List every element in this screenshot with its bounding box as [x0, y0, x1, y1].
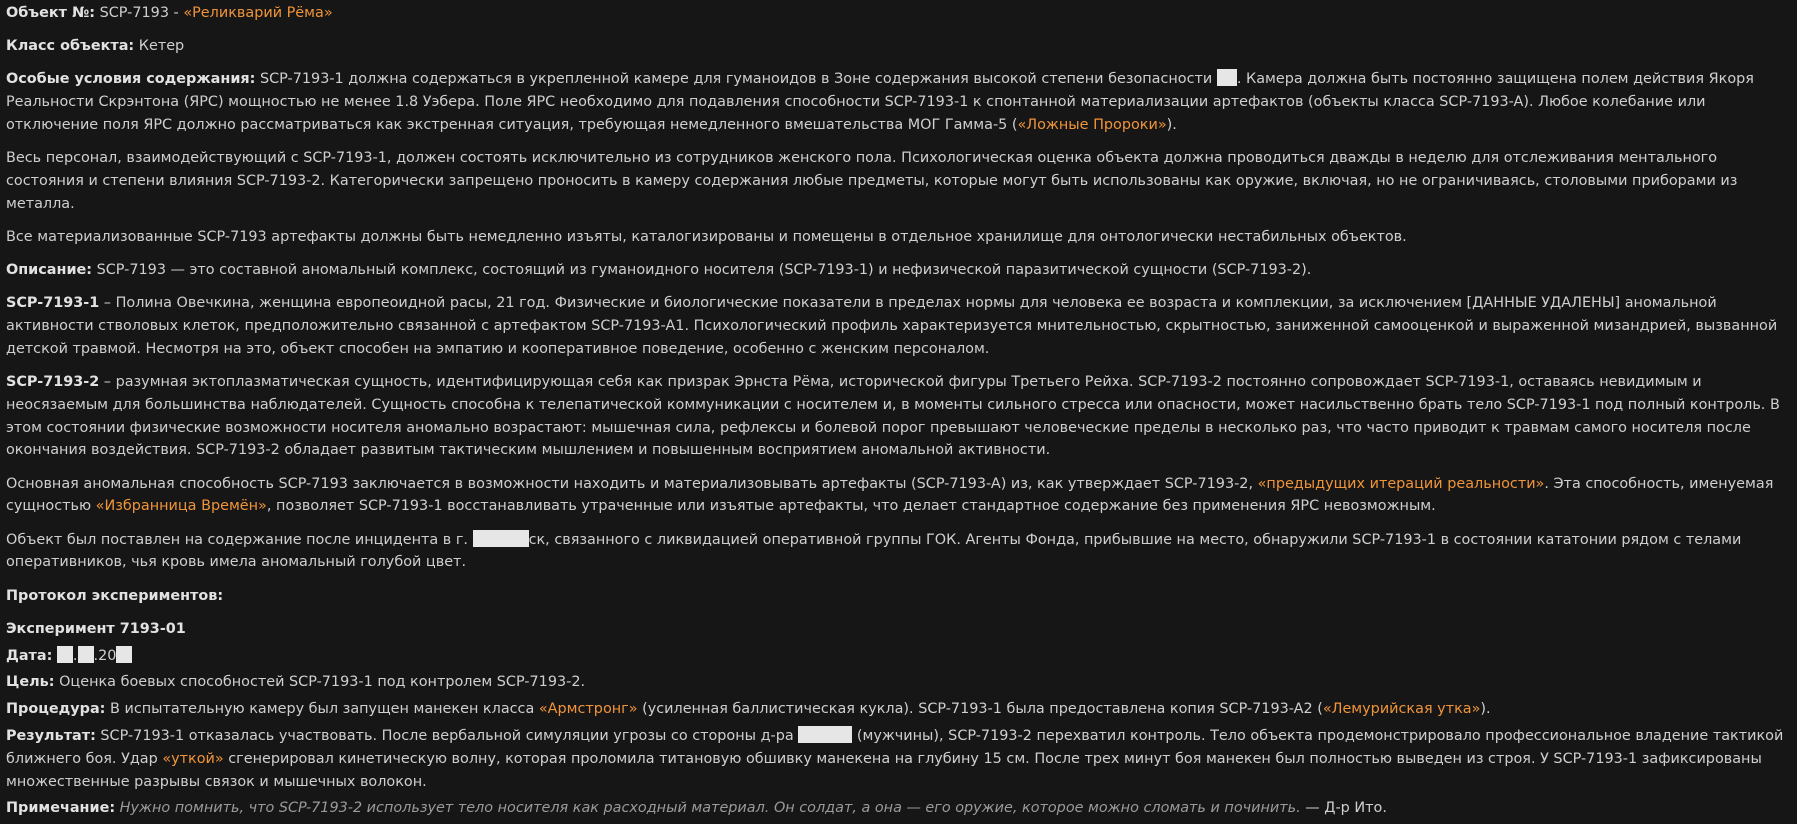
description-paragraph	[6, 259, 1791, 282]
redaction-block	[473, 530, 529, 547]
scp-7193-1-paragraph	[6, 292, 1791, 360]
date-separator: .	[72, 647, 78, 664]
description-label: Описание:	[6, 262, 93, 279]
scp-7193-2-text: – разумная эктоплазматическая сущность, идентифицирующая себя как призрак Эрнста Рёма, исторической фигуры Третьего Рейха. SCP-7193-2 постоянно сопровождает SCP-7193-1, оставаясь невидимым и неосязаемым для большинства наблюдателей. Сущность способна к телепатической коммуникации с носителем и, в моменты сильного стресса или опасности, может насильственно брать тело SCP-7193-1 под полный контроль. В этом состоянии физические возможности носителя аномально возрастают: мышечная сила, рефлексы и болевой порог превышают человеческие пределы в несколько раз, что часто приводит к травмам самого носителя после окончания воздействия. SCP-7193-2 обладает развитым тактическим мышлением и повышенным восприятием аномальной активности.	[6, 374, 1780, 459]
note-label: Примечание:	[6, 800, 116, 817]
containment-text-b: . Камера должна быть постоянно защищена полем действия Якоря Реальности Скрэнтона (ЯРС) мощностью не менее 1.8 Уэбера. Поле ЯРС необходимо для подавления способности SCP-7193-1 к спонтанной материализации артефактов (объекты класса SCP-7193-A). Любое колебание или отключение поля ЯРС должно рассматриваться как экстренная ситуация, требующая немедленного вмешательства МОГ Гамма-5 (	[6, 71, 1754, 133]
result-text-a: SCP-7193-1 отказалась участвовать. После вербальной симуляции угрозы со стороны д-ра	[100, 728, 794, 745]
result-text-b: (мужчины), SCP-7193-2 перехватил контроль. Тело объекта продемонстрировало профессиональное владение тактикой ближнего боя. Удар	[6, 728, 1784, 767]
ability-paragraph	[6, 473, 1791, 519]
goal-label: Цель:	[6, 674, 55, 691]
experiment-result-paragraph	[6, 725, 1791, 793]
armstrong-link[interactable]: «Армстронг»	[538, 701, 638, 718]
object-class-label: Класс объекта:	[6, 38, 135, 55]
chosen-of-time-link[interactable]: «Избранница Времён»	[95, 498, 267, 515]
experiment-goal-line	[6, 671, 1791, 694]
object-number-line	[6, 2, 1791, 25]
experiment-note-line	[6, 797, 1791, 820]
result-text-c: сгенерировал кинетическую волну, которая проломила титановую обшивку манекена на глубину 15 см. После трех минут боя манекен был полностью выведен из строя. У SCP-7193-1 зафиксированы множественные разрывы связок и мышечных волокон.	[6, 750, 1762, 790]
procedure-text-b: (усиленная баллистическая кукла). SCP-7193-1 была предоставлена копия SCP-7193-A2 (	[637, 701, 1323, 718]
object-class-value: Кетер	[138, 38, 185, 55]
incident-text-b: ск, связанного с ликвидацией оперативной группы ГОК. Агенты Фонда, прибывшие на место, обнаружили SCP-7193-1 в состоянии кататонии рядом с телами оперативников, чья кровь имела аномальный голубой цвет.	[6, 531, 1742, 571]
duck-link[interactable]: «уткой»	[162, 750, 224, 767]
mtf-link[interactable]: «Ложные Пророки»	[1017, 116, 1167, 133]
experiment-title-text: Эксперимент 7193-01	[6, 620, 186, 637]
ability-text-b: . Эта способность, именуемая сущностью	[6, 475, 1774, 515]
note-text: Нужно помнить, что SCP-7193-2 использует тело носителя как расходный материал. Он солдат, а она — его оружие, которое можно сломать и починить.	[119, 800, 1301, 817]
scp-7193-1-text: – Полина Овечкина, женщина европеоидной расы, 21 год. Физические и биологические показатели в пределах нормы для человека ее возраста и комплекции, за исключением [ДАННЫЕ УДАЛЕНЫ] аномальной активности стволовых клеток, предположительно связанной с артефактом SCP-7193-A1. Психологический профиль характеризуется мнительностью, скрытностью, заниженной самооценкой и выраженной мизандрией, вызванной детской травмой. Несмотря на это, объект способен на эмпатию и кооперативное поведение, особенно с женским персоналом.	[6, 295, 1778, 357]
scp-7193-2-paragraph	[6, 371, 1791, 462]
result-label: Результат:	[6, 728, 96, 745]
object-number-value: SCP-7193 -	[99, 5, 184, 21]
previous-iterations-link[interactable]: «предыдущих итераций реальности»	[1257, 475, 1545, 492]
redaction-block	[57, 646, 73, 663]
lemurian-duck-link[interactable]: «Лемурийская утка»	[1322, 701, 1481, 718]
redaction-block	[116, 646, 132, 663]
containment-label: Особые условия содержания:	[6, 71, 256, 88]
experiment-date-line	[6, 645, 1791, 668]
date-year-prefix: .20	[93, 647, 117, 664]
containment-paragraph-3: Все материализованные SCP-7193 артефакты должны быть немедленно изъяты, каталогизированы и помещены в отдельное хранилище для онтологически нестабильных объектов.	[6, 228, 1407, 245]
containment-text-c: ).	[1166, 116, 1177, 133]
redaction-block	[78, 646, 94, 663]
protocol-label: Протокол экспериментов:	[6, 587, 224, 604]
experiment-procedure-line	[6, 698, 1791, 721]
procedure-label: Процедура:	[6, 701, 106, 718]
goal-text: Оценка боевых способностей SCP-7193-1 под контролем SCP-7193-2.	[59, 674, 586, 691]
scp-7193-1-label: SCP-7193-1	[6, 295, 100, 312]
containment-paragraph-2: Весь персонал, взаимодействующий с SCP-7193-1, должен состоять исключительно из сотрудников женского пола. Психологическая оценка объекта должна проводиться дважды в неделю для отслеживания ментального состояния и степени влияния SCP-7193-2. Категорически запрещено проносить в камеру содержания любые предметы, которые могут быть использованы как оружие, включая, но не ограничиваясь, столовыми приборами из металла.	[6, 150, 1738, 212]
ability-text-a: Основная аномальная способность SCP-7193 заключается в возможности находить и материализовывать артефакты (SCP-7193-A) из, как утверждает SCP-7193-2,	[6, 475, 1258, 492]
date-label: Дата:	[6, 647, 53, 664]
ability-text-c: , позволяет SCP-7193-1 восстанавливать утраченные или изъятые артефакты, что делает стандартное содержание без применения ЯРС невозможным.	[266, 498, 1436, 515]
incident-paragraph	[6, 529, 1791, 575]
object-name-link[interactable]: «Реликварий Рёма»	[183, 5, 333, 21]
scp-7193-2-label: SCP-7193-2	[6, 374, 100, 391]
note-author: — Д-р Ито.	[1305, 800, 1387, 817]
experiment-title	[6, 618, 1791, 641]
scp-document	[6, 2, 1791, 824]
procedure-text-c: ).	[1480, 701, 1491, 718]
redaction-block	[798, 726, 852, 743]
incident-text-a: Объект был поставлен на содержание после инцидента в г.	[6, 531, 473, 548]
procedure-text-a: В испытательную камеру был запущен манекен класса	[110, 701, 539, 718]
containment-paragraph-1	[6, 68, 1791, 136]
containment-text-a: SCP-7193-1 должна содержаться в укрепленной камере для гуманоидов в Зоне содержания высокой степени безопасности	[260, 71, 1213, 88]
redaction-block	[1217, 69, 1237, 86]
description-text: SCP-7193 — это составной аномальный комплекс, состоящий из гуманоидного носителя (SCP-7193-1) и нефизической паразитической сущности (SCP-7193-2).	[96, 262, 1312, 279]
object-number-label: Объект №:	[6, 5, 96, 21]
protocol-heading	[6, 585, 1791, 608]
object-class-line	[6, 35, 1791, 58]
